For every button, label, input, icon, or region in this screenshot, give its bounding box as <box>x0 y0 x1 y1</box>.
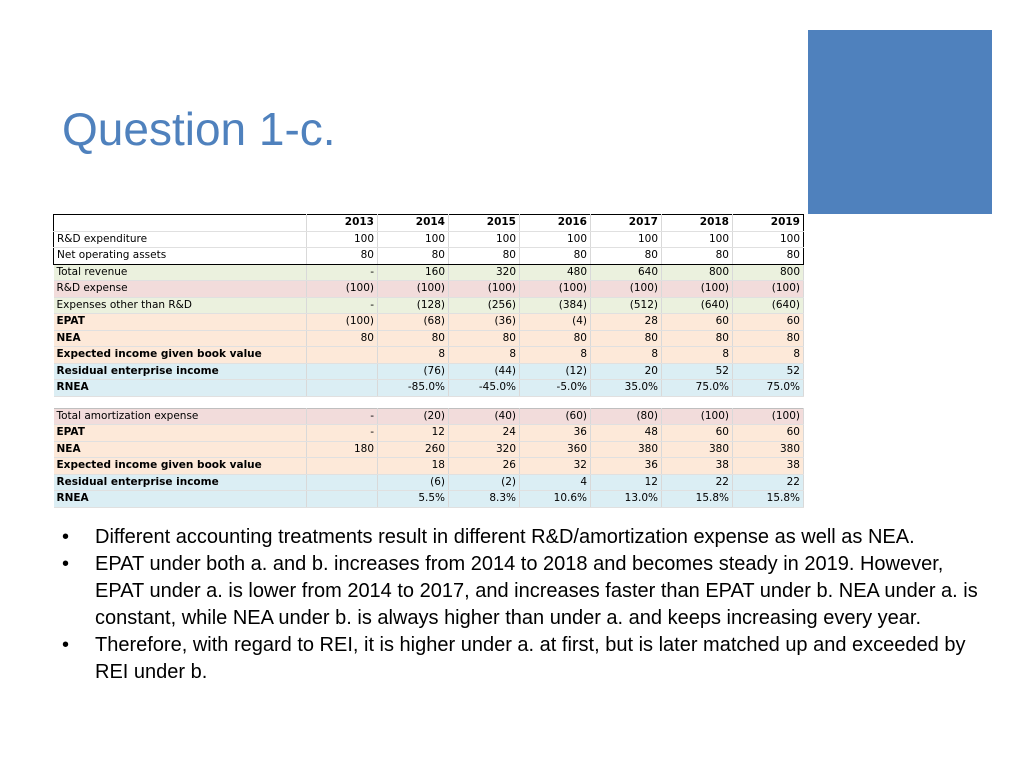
value-cell: 15.8% <box>662 491 733 508</box>
row-label: Total amortization expense <box>54 408 307 425</box>
bullet-item <box>62 632 982 686</box>
value-cell: 24 <box>449 425 520 442</box>
value-cell: 38 <box>662 458 733 475</box>
value-cell <box>307 380 378 397</box>
value-cell: (12) <box>520 363 591 380</box>
bullet-item <box>62 524 982 551</box>
table-row <box>54 297 804 314</box>
value-cell: 100 <box>733 231 804 248</box>
value-cell: (640) <box>662 297 733 314</box>
row-label: Expected income given book value <box>54 347 307 364</box>
row-label: Residual enterprise income <box>54 363 307 380</box>
value-cell: - <box>307 408 378 425</box>
value-cell: (76) <box>378 363 449 380</box>
value-cell: 80 <box>378 330 449 347</box>
value-cell: (384) <box>520 297 591 314</box>
value-cell: 8 <box>520 347 591 364</box>
value-cell: 28 <box>591 314 662 331</box>
value-cell: 80 <box>662 330 733 347</box>
value-cell: - <box>307 264 378 281</box>
value-cell: 100 <box>307 231 378 248</box>
value-cell: 180 <box>307 441 378 458</box>
row-label: Residual enterprise income <box>54 474 307 491</box>
table-spacer <box>54 396 804 408</box>
value-cell: (80) <box>591 408 662 425</box>
value-cell: 8 <box>449 347 520 364</box>
year-header: 2017 <box>591 215 662 232</box>
value-cell: (36) <box>449 314 520 331</box>
bullet-item <box>62 551 982 632</box>
value-cell: (100) <box>378 281 449 298</box>
value-cell: 80 <box>733 248 804 265</box>
value-cell: (20) <box>378 408 449 425</box>
value-cell: 12 <box>591 474 662 491</box>
value-cell: 32 <box>520 458 591 475</box>
value-cell: 80 <box>449 248 520 265</box>
table-row <box>54 330 804 347</box>
bullet-text: Different accounting treatments result in different R&D/amortization expense as well as NEA. <box>95 526 915 548</box>
accent-square <box>808 30 992 214</box>
slide-title: Question 1-c. <box>62 103 336 155</box>
value-cell: 80 <box>591 248 662 265</box>
value-cell: 5.5% <box>378 491 449 508</box>
header-label-cell <box>54 215 307 232</box>
year-header: 2019 <box>733 215 804 232</box>
year-header: 2016 <box>520 215 591 232</box>
value-cell: 60 <box>733 314 804 331</box>
value-cell: 35.0% <box>591 380 662 397</box>
value-cell: 480 <box>520 264 591 281</box>
value-cell: (256) <box>449 297 520 314</box>
value-cell: (100) <box>307 281 378 298</box>
row-label: Expenses other than R&D <box>54 297 307 314</box>
value-cell: 80 <box>307 248 378 265</box>
value-cell: 320 <box>449 264 520 281</box>
value-cell: 60 <box>733 425 804 442</box>
value-cell: 8 <box>378 347 449 364</box>
value-cell: - <box>307 425 378 442</box>
value-cell: 12 <box>378 425 449 442</box>
value-cell: (60) <box>520 408 591 425</box>
table-row <box>54 380 804 397</box>
year-header: 2014 <box>378 215 449 232</box>
value-cell: (4) <box>520 314 591 331</box>
value-cell: 52 <box>662 363 733 380</box>
bullet-marker: • <box>62 526 70 548</box>
value-cell: 380 <box>733 441 804 458</box>
bullet-text: EPAT under both a. and b. increases from 2014 to 2018 and becomes steady in 2019. However, EPAT under a. is lower from 2014 to 2017, and increases faster than EPAT under b. NEA under a. is constant, while NEA under b. is always higher than under a. and keeps increasing every year. <box>95 553 978 629</box>
value-cell: 18 <box>378 458 449 475</box>
value-cell: (40) <box>449 408 520 425</box>
value-cell: 100 <box>520 231 591 248</box>
value-cell: 8.3% <box>449 491 520 508</box>
table-row <box>54 441 804 458</box>
value-cell: 320 <box>449 441 520 458</box>
value-cell: 10.6% <box>520 491 591 508</box>
value-cell: 15.8% <box>733 491 804 508</box>
row-label: NEA <box>54 441 307 458</box>
value-cell <box>307 347 378 364</box>
value-cell <box>307 491 378 508</box>
value-cell: 60 <box>662 425 733 442</box>
value-cell: (68) <box>378 314 449 331</box>
value-cell: 100 <box>378 231 449 248</box>
value-cell: 8 <box>591 347 662 364</box>
row-label: Total revenue <box>54 264 307 281</box>
table-row <box>54 314 804 331</box>
value-cell: 800 <box>662 264 733 281</box>
row-label: R&D expense <box>54 281 307 298</box>
bullet-text: Therefore, with regard to REI, it is higher under a. at first, but is later matched up and exceeded by REI under b. <box>95 634 966 683</box>
value-cell: (2) <box>449 474 520 491</box>
value-cell <box>307 458 378 475</box>
value-cell: -85.0% <box>378 380 449 397</box>
table-row <box>54 281 804 298</box>
value-cell: 100 <box>662 231 733 248</box>
value-cell: 80 <box>378 248 449 265</box>
row-label: EPAT <box>54 425 307 442</box>
financial-table <box>53 214 804 508</box>
value-cell: 8 <box>662 347 733 364</box>
value-cell: 38 <box>733 458 804 475</box>
value-cell: (6) <box>378 474 449 491</box>
value-cell: (100) <box>591 281 662 298</box>
value-cell: (44) <box>449 363 520 380</box>
value-cell: 80 <box>449 330 520 347</box>
spacer-cell <box>54 396 804 408</box>
value-cell: 800 <box>733 264 804 281</box>
bullet-list <box>62 524 982 686</box>
table-header-row <box>54 215 804 232</box>
value-cell: (128) <box>378 297 449 314</box>
row-label: Expected income given book value <box>54 458 307 475</box>
value-cell: 380 <box>662 441 733 458</box>
value-cell: -5.0% <box>520 380 591 397</box>
value-cell: (100) <box>662 281 733 298</box>
value-cell: - <box>307 297 378 314</box>
value-cell: (100) <box>733 281 804 298</box>
row-label: R&D expenditure <box>54 231 307 248</box>
value-cell: (100) <box>307 314 378 331</box>
row-label: NEA <box>54 330 307 347</box>
value-cell: 80 <box>662 248 733 265</box>
bullet-marker: • <box>62 634 70 656</box>
value-cell: (100) <box>733 408 804 425</box>
value-cell: 13.0% <box>591 491 662 508</box>
table-row <box>54 474 804 491</box>
row-label: RNEA <box>54 380 307 397</box>
value-cell: 20 <box>591 363 662 380</box>
bullet-marker: • <box>62 553 70 575</box>
value-cell: 75.0% <box>733 380 804 397</box>
value-cell: 26 <box>449 458 520 475</box>
row-label: Net operating assets <box>54 248 307 265</box>
value-cell: 260 <box>378 441 449 458</box>
value-cell: 22 <box>733 474 804 491</box>
value-cell: 80 <box>520 248 591 265</box>
value-cell: 36 <box>520 425 591 442</box>
year-header: 2018 <box>662 215 733 232</box>
year-header: 2015 <box>449 215 520 232</box>
value-cell <box>307 363 378 380</box>
value-cell: (640) <box>733 297 804 314</box>
table-row <box>54 363 804 380</box>
value-cell: 100 <box>591 231 662 248</box>
table-row <box>54 408 804 425</box>
value-cell: 80 <box>307 330 378 347</box>
value-cell: 640 <box>591 264 662 281</box>
value-cell: 80 <box>733 330 804 347</box>
value-cell: 160 <box>378 264 449 281</box>
value-cell: 36 <box>591 458 662 475</box>
value-cell: 52 <box>733 363 804 380</box>
value-cell: (512) <box>591 297 662 314</box>
table-row <box>54 264 804 281</box>
financial-table-body <box>54 215 804 508</box>
value-cell: 4 <box>520 474 591 491</box>
value-cell: 380 <box>591 441 662 458</box>
value-cell: 48 <box>591 425 662 442</box>
value-cell: 22 <box>662 474 733 491</box>
value-cell: (100) <box>449 281 520 298</box>
table-row <box>54 458 804 475</box>
table-row <box>54 248 804 265</box>
value-cell: -45.0% <box>449 380 520 397</box>
value-cell: (100) <box>662 408 733 425</box>
row-label: RNEA <box>54 491 307 508</box>
year-header: 2013 <box>307 215 378 232</box>
table-row <box>54 425 804 442</box>
value-cell: 360 <box>520 441 591 458</box>
value-cell: 100 <box>449 231 520 248</box>
value-cell: 75.0% <box>662 380 733 397</box>
value-cell: 80 <box>520 330 591 347</box>
value-cell: 60 <box>662 314 733 331</box>
value-cell: 80 <box>591 330 662 347</box>
table-row <box>54 491 804 508</box>
table-row <box>54 231 804 248</box>
row-label: EPAT <box>54 314 307 331</box>
value-cell: 8 <box>733 347 804 364</box>
value-cell: (100) <box>520 281 591 298</box>
value-cell <box>307 474 378 491</box>
table-row <box>54 347 804 364</box>
